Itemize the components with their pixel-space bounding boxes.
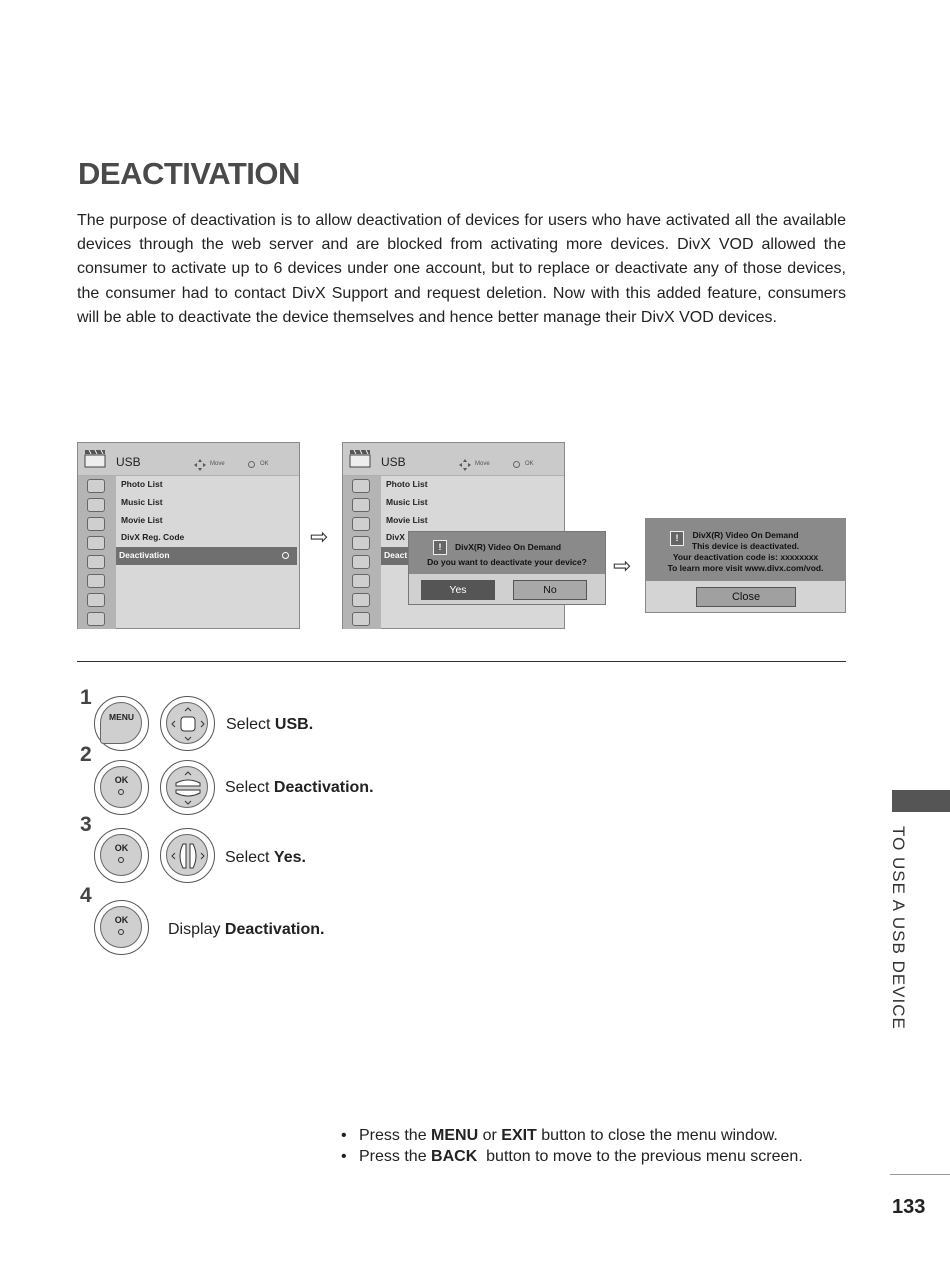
step-target: Yes. xyxy=(273,849,306,866)
note-text: button to close the menu window. xyxy=(536,1127,778,1144)
dialog-header xyxy=(409,532,605,574)
lock-category-icon xyxy=(87,555,105,569)
note-item xyxy=(341,1127,778,1145)
category-sidebar xyxy=(343,476,381,629)
ok-icon xyxy=(513,461,520,468)
ok-button-icon xyxy=(94,828,149,883)
option-category-icon xyxy=(87,574,105,588)
ok-button-icon xyxy=(94,900,149,955)
clapperboard-icon xyxy=(84,448,106,468)
nav-arrows-icon xyxy=(169,705,207,743)
ok-button-label: OK xyxy=(114,843,129,853)
ok-button-face xyxy=(100,834,142,876)
photo-category-icon xyxy=(352,479,370,493)
ok-button-face xyxy=(100,766,142,808)
warning-icon: ! xyxy=(433,540,447,555)
option-category-icon xyxy=(352,574,370,588)
ok-button-label: OK xyxy=(114,915,129,925)
dialog-question: Do you want to deactivate your device? xyxy=(427,557,587,567)
movie-category-icon xyxy=(87,612,105,626)
screen-title: USB xyxy=(116,455,141,469)
movie-category-icon xyxy=(352,612,370,626)
page-title: DEACTIVATION xyxy=(78,156,300,191)
arrow-right-icon: ⇨ xyxy=(310,524,329,549)
note-item xyxy=(341,1148,803,1166)
ok-label: OK xyxy=(525,461,534,467)
menu-item-music-list[interactable]: Music List xyxy=(386,496,428,507)
menu-item-divx-reg-code[interactable]: DivX xyxy=(386,532,405,543)
message-line: Your deactivation code is: xxxxxxxx xyxy=(672,552,819,562)
usb-category-icon xyxy=(87,593,105,607)
photo-category-icon xyxy=(87,479,105,493)
menu-item-deactivation[interactable] xyxy=(116,547,297,565)
step-4-text xyxy=(168,921,325,939)
deactivated-message-dialog xyxy=(645,518,846,613)
section-tab-bar xyxy=(892,790,950,812)
step-prefix: Display xyxy=(168,921,225,938)
usb-category-icon xyxy=(352,593,370,607)
screen-header xyxy=(343,443,564,476)
screen-title: USB xyxy=(381,455,406,469)
menu-item-movie-list[interactable]: Movie List xyxy=(386,514,428,525)
clock-category-icon xyxy=(87,536,105,550)
menu-item-label: Deactivation xyxy=(119,550,170,561)
category-sidebar xyxy=(78,476,116,629)
step-3-text xyxy=(225,849,306,867)
step-1-text xyxy=(226,716,313,734)
move-icon xyxy=(194,459,206,471)
lock-category-icon xyxy=(352,555,370,569)
ok-dot-icon xyxy=(282,552,289,559)
step-number: 2 xyxy=(80,743,92,766)
move-label: Move xyxy=(210,461,225,467)
ok-button-face xyxy=(100,906,142,948)
menu-button-icon xyxy=(94,696,149,751)
usb-menu-screen-1 xyxy=(77,442,300,629)
message-title: DivX(R) Video On Demand xyxy=(692,530,799,540)
clock-category-icon xyxy=(352,536,370,550)
move-label: Move xyxy=(475,461,490,467)
bullet-icon: • xyxy=(341,1148,347,1165)
step-number: 1 xyxy=(80,686,92,709)
note-text: Press the xyxy=(359,1148,432,1165)
step-2-text xyxy=(225,779,374,797)
page-number: 133 xyxy=(892,1196,926,1218)
warning-icon: ! xyxy=(670,531,684,546)
note-key: EXIT xyxy=(501,1127,537,1144)
close-button[interactable]: Close xyxy=(696,587,796,607)
tv-category-icon xyxy=(352,498,370,512)
yes-button[interactable]: Yes xyxy=(421,580,495,600)
step-prefix: Select xyxy=(225,849,274,866)
menu-button-label: MENU xyxy=(108,712,135,722)
move-icon xyxy=(459,459,471,471)
intro-paragraph: The purpose of deactivation is to allow deactivation of devices for users who have activated all the available devices through the web server and are blocked from activating more devices. DivX VOD allowed the consumer to activate up to 6 devices under one account, but to replace or deactivate any of those devices, the consumer had to contact DivX Support and request deletion. Now with this added feature, consumers will be able to deactivate the device themselves and hence better manage their DivX VOD devices. xyxy=(77,212,846,326)
message-line: To learn more visit www.divx.com/vod. xyxy=(667,563,824,573)
note-key: MENU xyxy=(431,1127,479,1144)
menu-list xyxy=(116,476,297,565)
step-prefix: Select xyxy=(225,779,274,796)
menu-item-divx-reg-code[interactable]: DivX Reg. Code xyxy=(121,532,185,543)
ok-dot-icon xyxy=(118,929,124,935)
left-right-arrows-icon xyxy=(169,837,207,875)
screen-header xyxy=(78,443,299,476)
menu-item-photo-list[interactable]: Photo List xyxy=(386,479,428,489)
up-down-pad-icon xyxy=(160,760,215,815)
note-key: BACK xyxy=(431,1148,478,1165)
step-number: 4 xyxy=(80,884,92,907)
section-divider xyxy=(77,661,846,662)
ok-dot-icon xyxy=(118,857,124,863)
tv-category-icon xyxy=(87,498,105,512)
menu-item-photo-list[interactable]: Photo List xyxy=(121,479,163,489)
note-text: or xyxy=(478,1127,502,1144)
dialog-title: DivX(R) Video On Demand xyxy=(455,542,562,552)
no-button[interactable]: No xyxy=(513,580,587,600)
ok-button-icon xyxy=(94,760,149,815)
section-tab-label: TO USE A USB DEVICE xyxy=(889,826,908,1030)
navigation-pad-icon xyxy=(160,696,215,751)
step-target: Deactivation. xyxy=(224,921,325,938)
deactivate-confirm-dialog xyxy=(408,531,606,605)
message-line: This device is deactivated. xyxy=(691,541,800,551)
ok-dot-icon xyxy=(118,789,124,795)
ok-button-label: OK xyxy=(114,775,129,785)
message-header xyxy=(646,519,845,581)
note-text: Press the xyxy=(359,1127,432,1144)
page-number-rule xyxy=(890,1174,950,1175)
step-prefix: Select xyxy=(226,716,275,733)
step-number: 3 xyxy=(80,813,92,836)
bullet-icon: • xyxy=(341,1127,347,1144)
left-right-pad-icon xyxy=(160,828,215,883)
menu-item-movie-list[interactable]: Movie List xyxy=(121,514,163,525)
arrow-right-icon: ⇨ xyxy=(613,553,632,578)
audio-category-icon xyxy=(87,517,105,531)
menu-item-deactivation[interactable]: Deact xyxy=(381,547,562,565)
audio-category-icon xyxy=(352,517,370,531)
ok-icon xyxy=(248,461,255,468)
note-text: button to move to the previous menu screen. xyxy=(477,1148,803,1165)
clapperboard-icon xyxy=(349,448,371,468)
up-down-arrows-icon xyxy=(169,769,207,807)
ok-label: OK xyxy=(260,461,269,467)
menu-item-music-list[interactable]: Music List xyxy=(121,496,163,507)
step-target: Deactivation. xyxy=(273,779,374,796)
step-target: USB. xyxy=(274,716,314,733)
menu-button-face xyxy=(100,702,142,744)
